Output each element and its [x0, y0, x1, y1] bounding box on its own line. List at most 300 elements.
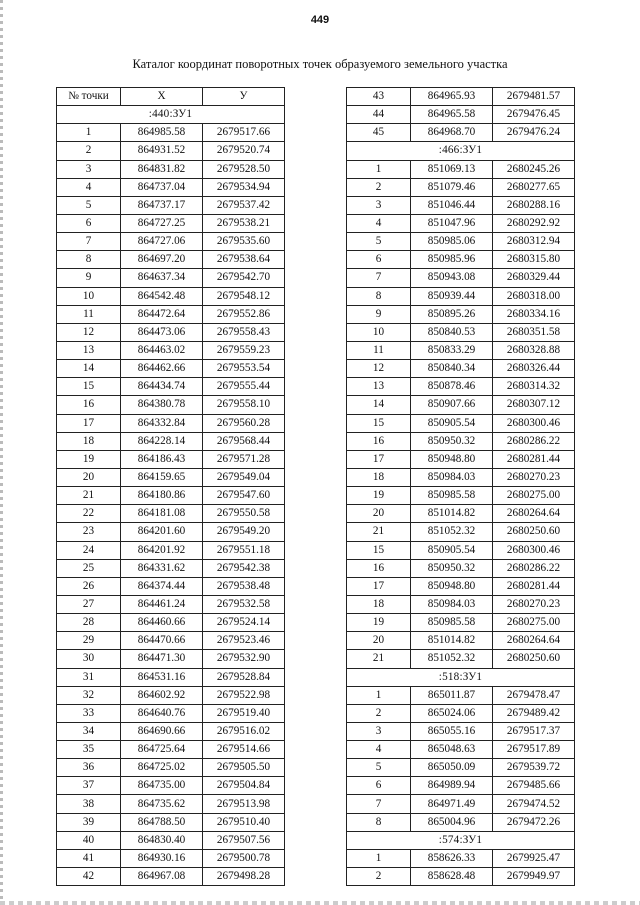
table-row: [347, 396, 575, 414]
y-coordinate: 2680245.26: [493, 160, 575, 178]
x-coordinate: 850985.58: [411, 614, 493, 632]
x-coordinate: 864228.14: [121, 432, 203, 450]
y-coordinate: 2679535.60: [203, 233, 285, 251]
table-row: [57, 432, 285, 450]
y-coordinate: 2679505.50: [203, 759, 285, 777]
table-row: [57, 233, 285, 251]
point-number: 7: [347, 795, 411, 813]
x-coordinate: 850984.03: [411, 468, 493, 486]
point-number: 18: [347, 468, 411, 486]
table-row: [347, 269, 575, 287]
y-coordinate: 2679537.42: [203, 196, 285, 214]
point-number: 45: [347, 124, 411, 142]
point-number: 20: [347, 505, 411, 523]
point-number: 4: [347, 741, 411, 759]
x-coordinate: 864462.66: [121, 360, 203, 378]
point-number: 12: [57, 323, 121, 341]
x-coordinate: 850905.54: [411, 541, 493, 559]
section-label: :574:ЗУ1: [347, 831, 575, 849]
x-coordinate: 864968.70: [411, 124, 493, 142]
y-coordinate: 2680300.46: [493, 541, 575, 559]
table-row: [347, 632, 575, 650]
x-coordinate: 864331.62: [121, 559, 203, 577]
y-coordinate: 2679498.28: [203, 868, 285, 886]
table-row: [57, 632, 285, 650]
x-coordinate: 864967.08: [121, 868, 203, 886]
table-row: [57, 741, 285, 759]
point-number: 19: [347, 614, 411, 632]
table-row: [57, 759, 285, 777]
y-coordinate: 2679552.86: [203, 305, 285, 323]
point-number: 1: [347, 160, 411, 178]
y-coordinate: 2679504.84: [203, 777, 285, 795]
page-number: 449: [310, 14, 330, 26]
point-number: 36: [57, 759, 121, 777]
y-coordinate: 2680307.12: [493, 396, 575, 414]
x-coordinate: 864985.58: [121, 124, 203, 142]
y-coordinate: 2680281.44: [493, 450, 575, 468]
table-row: [347, 432, 575, 450]
point-number: 17: [347, 577, 411, 595]
y-coordinate: 2679514.66: [203, 741, 285, 759]
y-coordinate: 2680264.64: [493, 505, 575, 523]
x-coordinate: 850840.34: [411, 360, 493, 378]
table-row: [57, 777, 285, 795]
table-row: [57, 142, 285, 160]
table-row: [57, 378, 285, 396]
point-number: 19: [57, 450, 121, 468]
y-coordinate: 2679558.10: [203, 396, 285, 414]
y-coordinate: 2679538.21: [203, 214, 285, 232]
y-coordinate: 2680270.23: [493, 595, 575, 613]
table-row: [57, 396, 285, 414]
point-number: 40: [57, 831, 121, 849]
table-row: [57, 849, 285, 867]
point-number: 9: [57, 269, 121, 287]
x-coordinate: 864831.82: [121, 160, 203, 178]
point-number: 21: [57, 487, 121, 505]
x-coordinate: 864374.44: [121, 577, 203, 595]
table-row: [347, 777, 575, 795]
table-row: [347, 849, 575, 867]
table-row: [347, 559, 575, 577]
x-coordinate: 864727.25: [121, 214, 203, 232]
y-coordinate: 2679476.24: [493, 124, 575, 142]
point-number: 27: [57, 595, 121, 613]
table-row: [57, 831, 285, 849]
y-coordinate: 2679520.74: [203, 142, 285, 160]
y-coordinate: 2679538.64: [203, 251, 285, 269]
point-number: 5: [347, 759, 411, 777]
table-row: [347, 614, 575, 632]
x-coordinate: 851046.44: [411, 196, 493, 214]
x-coordinate: 850905.54: [411, 414, 493, 432]
y-coordinate: 2679517.66: [203, 124, 285, 142]
coordinates-table-right-body: [347, 88, 575, 886]
x-coordinate: 851014.82: [411, 632, 493, 650]
point-number: 15: [57, 378, 121, 396]
x-coordinate: 864725.64: [121, 741, 203, 759]
table-row: [347, 541, 575, 559]
point-number: 32: [57, 686, 121, 704]
point-number: 8: [347, 813, 411, 831]
y-coordinate: 2679549.04: [203, 468, 285, 486]
x-coordinate: 851047.96: [411, 214, 493, 232]
y-coordinate: 2679551.18: [203, 541, 285, 559]
table-row: [347, 704, 575, 722]
table-row: [57, 541, 285, 559]
point-number: 7: [57, 233, 121, 251]
y-coordinate: 2679542.70: [203, 269, 285, 287]
point-number: 17: [347, 450, 411, 468]
x-coordinate: 864737.04: [121, 178, 203, 196]
coordinates-table-left-body: [57, 88, 285, 886]
table-row: [57, 487, 285, 505]
x-coordinate: 850985.06: [411, 233, 493, 251]
table-row: [347, 178, 575, 196]
table-row: [57, 668, 285, 686]
point-number: 18: [347, 595, 411, 613]
scan-edge-left: [0, 0, 3, 905]
x-coordinate: 850943.08: [411, 269, 493, 287]
point-number: 6: [347, 777, 411, 795]
y-coordinate: 2680286.22: [493, 559, 575, 577]
coordinates-table-left: [56, 87, 285, 886]
table-row: [57, 559, 285, 577]
point-number: 44: [347, 106, 411, 124]
x-coordinate: 851052.32: [411, 650, 493, 668]
table-row: [347, 106, 575, 124]
table-row: [347, 686, 575, 704]
table-row: [347, 795, 575, 813]
y-coordinate: 2679547.60: [203, 487, 285, 505]
table-row: [347, 251, 575, 269]
y-coordinate: 2680326.44: [493, 360, 575, 378]
point-number: 42: [57, 868, 121, 886]
x-coordinate: 850907.66: [411, 396, 493, 414]
x-coordinate: 851052.32: [411, 523, 493, 541]
x-coordinate: 851069.13: [411, 160, 493, 178]
x-coordinate: 850895.26: [411, 305, 493, 323]
x-coordinate: 864531.16: [121, 668, 203, 686]
x-coordinate: 865024.06: [411, 704, 493, 722]
y-coordinate: 2679539.72: [493, 759, 575, 777]
x-coordinate: 864463.02: [121, 341, 203, 359]
y-coordinate: 2679532.58: [203, 595, 285, 613]
x-coordinate: 864727.06: [121, 233, 203, 251]
point-number: 16: [347, 559, 411, 577]
x-coordinate: 864989.94: [411, 777, 493, 795]
x-coordinate: 864965.93: [411, 88, 493, 106]
point-number: 7: [347, 269, 411, 287]
x-coordinate: 864434.74: [121, 378, 203, 396]
table-row: [57, 813, 285, 831]
point-number: 2: [57, 142, 121, 160]
y-coordinate: 2679489.42: [493, 704, 575, 722]
y-coordinate: 2680250.60: [493, 523, 575, 541]
x-coordinate: 850985.96: [411, 251, 493, 269]
x-coordinate: 864332.84: [121, 414, 203, 432]
x-coordinate: 850878.46: [411, 378, 493, 396]
point-number: 13: [347, 378, 411, 396]
point-number: 8: [57, 251, 121, 269]
point-number: 6: [347, 251, 411, 269]
x-coordinate: 864931.52: [121, 142, 203, 160]
y-coordinate: 2679516.02: [203, 722, 285, 740]
y-coordinate: 2680286.22: [493, 432, 575, 450]
point-number: 34: [57, 722, 121, 740]
x-coordinate: 864181.08: [121, 505, 203, 523]
table-row: [57, 269, 285, 287]
point-number: 1: [57, 124, 121, 142]
table-row: [347, 450, 575, 468]
point-number: 8: [347, 287, 411, 305]
point-number: 15: [347, 414, 411, 432]
table-row: [57, 360, 285, 378]
y-coordinate: 2680300.46: [493, 414, 575, 432]
y-coordinate: 2679522.98: [203, 686, 285, 704]
point-number: 22: [57, 505, 121, 523]
y-coordinate: 2679476.45: [493, 106, 575, 124]
y-coordinate: 2680281.44: [493, 577, 575, 595]
x-coordinate: 850950.32: [411, 559, 493, 577]
point-number: 20: [57, 468, 121, 486]
table-row: [347, 650, 575, 668]
point-number: 28: [57, 614, 121, 632]
section-row: [57, 106, 285, 124]
x-coordinate: 865050.09: [411, 759, 493, 777]
point-number: 2: [347, 868, 411, 886]
y-coordinate: 2679523.46: [203, 632, 285, 650]
x-coordinate: 864472.64: [121, 305, 203, 323]
y-coordinate: 2680264.64: [493, 632, 575, 650]
point-number: 35: [57, 741, 121, 759]
table-row: [57, 323, 285, 341]
point-number: 15: [347, 541, 411, 559]
y-coordinate: 2680275.00: [493, 614, 575, 632]
point-number: 25: [57, 559, 121, 577]
point-number: 31: [57, 668, 121, 686]
point-number: 1: [347, 686, 411, 704]
point-number: 1: [347, 849, 411, 867]
x-coordinate: 864186.43: [121, 450, 203, 468]
x-coordinate: 865048.63: [411, 741, 493, 759]
x-coordinate: 850984.03: [411, 595, 493, 613]
table-row: [57, 795, 285, 813]
x-coordinate: 864735.00: [121, 777, 203, 795]
point-number: 12: [347, 360, 411, 378]
point-number: 2: [347, 704, 411, 722]
point-number: 23: [57, 523, 121, 541]
x-coordinate: 864602.92: [121, 686, 203, 704]
x-coordinate: 864725.02: [121, 759, 203, 777]
y-coordinate: 2680315.80: [493, 251, 575, 269]
section-row: [347, 668, 575, 686]
table-row: [347, 360, 575, 378]
y-coordinate: 2680288.16: [493, 196, 575, 214]
table-row: [57, 414, 285, 432]
y-coordinate: 2679558.43: [203, 323, 285, 341]
y-coordinate: 2680328.88: [493, 341, 575, 359]
table-row: [347, 468, 575, 486]
y-coordinate: 2680314.32: [493, 378, 575, 396]
table-row: [57, 577, 285, 595]
table-row: [347, 523, 575, 541]
point-number: 14: [57, 360, 121, 378]
table-row: [57, 287, 285, 305]
point-number: 10: [57, 287, 121, 305]
table-row: [347, 124, 575, 142]
y-coordinate: 2680250.60: [493, 650, 575, 668]
section-label: :440:ЗУ1: [57, 106, 285, 124]
table-row: [347, 414, 575, 432]
section-row: [347, 142, 575, 160]
table-row: [347, 868, 575, 886]
x-coordinate: 850948.80: [411, 577, 493, 595]
point-number: 10: [347, 323, 411, 341]
y-coordinate: 2679524.14: [203, 614, 285, 632]
y-coordinate: 2679542.38: [203, 559, 285, 577]
table-row: [57, 704, 285, 722]
y-coordinate: 2679528.84: [203, 668, 285, 686]
point-number: 11: [347, 341, 411, 359]
x-coordinate: 850985.58: [411, 487, 493, 505]
y-coordinate: 2679507.56: [203, 831, 285, 849]
point-number: 19: [347, 487, 411, 505]
y-coordinate: 2679481.57: [493, 88, 575, 106]
x-coordinate: 850833.29: [411, 341, 493, 359]
y-coordinate: 2679517.37: [493, 722, 575, 740]
y-coordinate: 2680275.00: [493, 487, 575, 505]
x-coordinate: 864201.92: [121, 541, 203, 559]
table-row: [57, 305, 285, 323]
point-number: 20: [347, 632, 411, 650]
point-number: 5: [57, 196, 121, 214]
y-coordinate: 2680270.23: [493, 468, 575, 486]
y-coordinate: 2679517.89: [493, 741, 575, 759]
x-coordinate: 864735.62: [121, 795, 203, 813]
point-number: 3: [57, 160, 121, 178]
point-number: 37: [57, 777, 121, 795]
point-number: 38: [57, 795, 121, 813]
y-coordinate: 2679472.26: [493, 813, 575, 831]
x-coordinate: 865055.16: [411, 722, 493, 740]
y-coordinate: 2680318.00: [493, 287, 575, 305]
point-number: 24: [57, 541, 121, 559]
table-row: [57, 650, 285, 668]
x-coordinate: 864830.40: [121, 831, 203, 849]
y-coordinate: 2679559.23: [203, 341, 285, 359]
table-row: [57, 214, 285, 232]
table-row: [57, 722, 285, 740]
point-number: 39: [57, 813, 121, 831]
point-number: 9: [347, 305, 411, 323]
y-coordinate: 2680329.44: [493, 269, 575, 287]
table-row: [347, 88, 575, 106]
section-label: :518:ЗУ1: [347, 668, 575, 686]
x-coordinate: 864201.60: [121, 523, 203, 541]
point-number: 16: [57, 396, 121, 414]
page-title: Каталог координат поворотных точек образуемого земельного участка: [132, 57, 508, 71]
y-coordinate: 2679548.12: [203, 287, 285, 305]
x-coordinate: 851079.46: [411, 178, 493, 196]
table-row: [57, 614, 285, 632]
point-number: 21: [347, 523, 411, 541]
x-coordinate: 864737.17: [121, 196, 203, 214]
x-coordinate: 858626.33: [411, 849, 493, 867]
table-row: [347, 196, 575, 214]
table-row: [57, 160, 285, 178]
x-coordinate: 850840.53: [411, 323, 493, 341]
point-number: 33: [57, 704, 121, 722]
table-row: [347, 305, 575, 323]
y-coordinate: 2679519.40: [203, 704, 285, 722]
table-row: [347, 287, 575, 305]
x-coordinate: 864159.65: [121, 468, 203, 486]
x-coordinate: 864637.34: [121, 269, 203, 287]
x-coordinate: 864965.58: [411, 106, 493, 124]
y-coordinate: 2680312.94: [493, 233, 575, 251]
y-coordinate: 2679513.98: [203, 795, 285, 813]
x-coordinate: 858628.48: [411, 868, 493, 886]
x-coordinate: 864461.24: [121, 595, 203, 613]
y-coordinate: 2679550.58: [203, 505, 285, 523]
x-coordinate: 865011.87: [411, 686, 493, 704]
table-row: [57, 251, 285, 269]
x-coordinate: 864930.16: [121, 849, 203, 867]
table-row: [347, 323, 575, 341]
point-number: 4: [347, 214, 411, 232]
y-coordinate: 2679478.47: [493, 686, 575, 704]
x-coordinate: 865004.96: [411, 813, 493, 831]
y-coordinate: 2679560.28: [203, 414, 285, 432]
point-number: 14: [347, 396, 411, 414]
point-number: 26: [57, 577, 121, 595]
table-row: [57, 341, 285, 359]
point-number: 4: [57, 178, 121, 196]
x-coordinate: 864697.20: [121, 251, 203, 269]
table-row: [347, 595, 575, 613]
table-row: [57, 505, 285, 523]
scan-edge-bottom: [0, 901, 640, 905]
y-coordinate: 2679571.28: [203, 450, 285, 468]
x-coordinate: 864788.50: [121, 813, 203, 831]
section-row: [347, 831, 575, 849]
y-coordinate: 2679538.48: [203, 577, 285, 595]
x-coordinate: 850950.32: [411, 432, 493, 450]
y-coordinate: 2679532.90: [203, 650, 285, 668]
table-row: [347, 813, 575, 831]
section-label: :466:ЗУ1: [347, 142, 575, 160]
y-coordinate: 2679549.20: [203, 523, 285, 541]
coordinates-table-right: [346, 87, 575, 886]
point-number: 3: [347, 196, 411, 214]
y-coordinate: 2679474.52: [493, 795, 575, 813]
point-number: 16: [347, 432, 411, 450]
table-row: [347, 722, 575, 740]
table-row: [347, 160, 575, 178]
point-number: 5: [347, 233, 411, 251]
point-number: 18: [57, 432, 121, 450]
point-number: 3: [347, 722, 411, 740]
y-coordinate: 2679510.40: [203, 813, 285, 831]
point-number: 13: [57, 341, 121, 359]
x-coordinate: 864380.78: [121, 396, 203, 414]
y-coordinate: 2679925.47: [493, 849, 575, 867]
x-coordinate: 850948.80: [411, 450, 493, 468]
table-row: [57, 686, 285, 704]
table-header-row: [57, 88, 285, 106]
